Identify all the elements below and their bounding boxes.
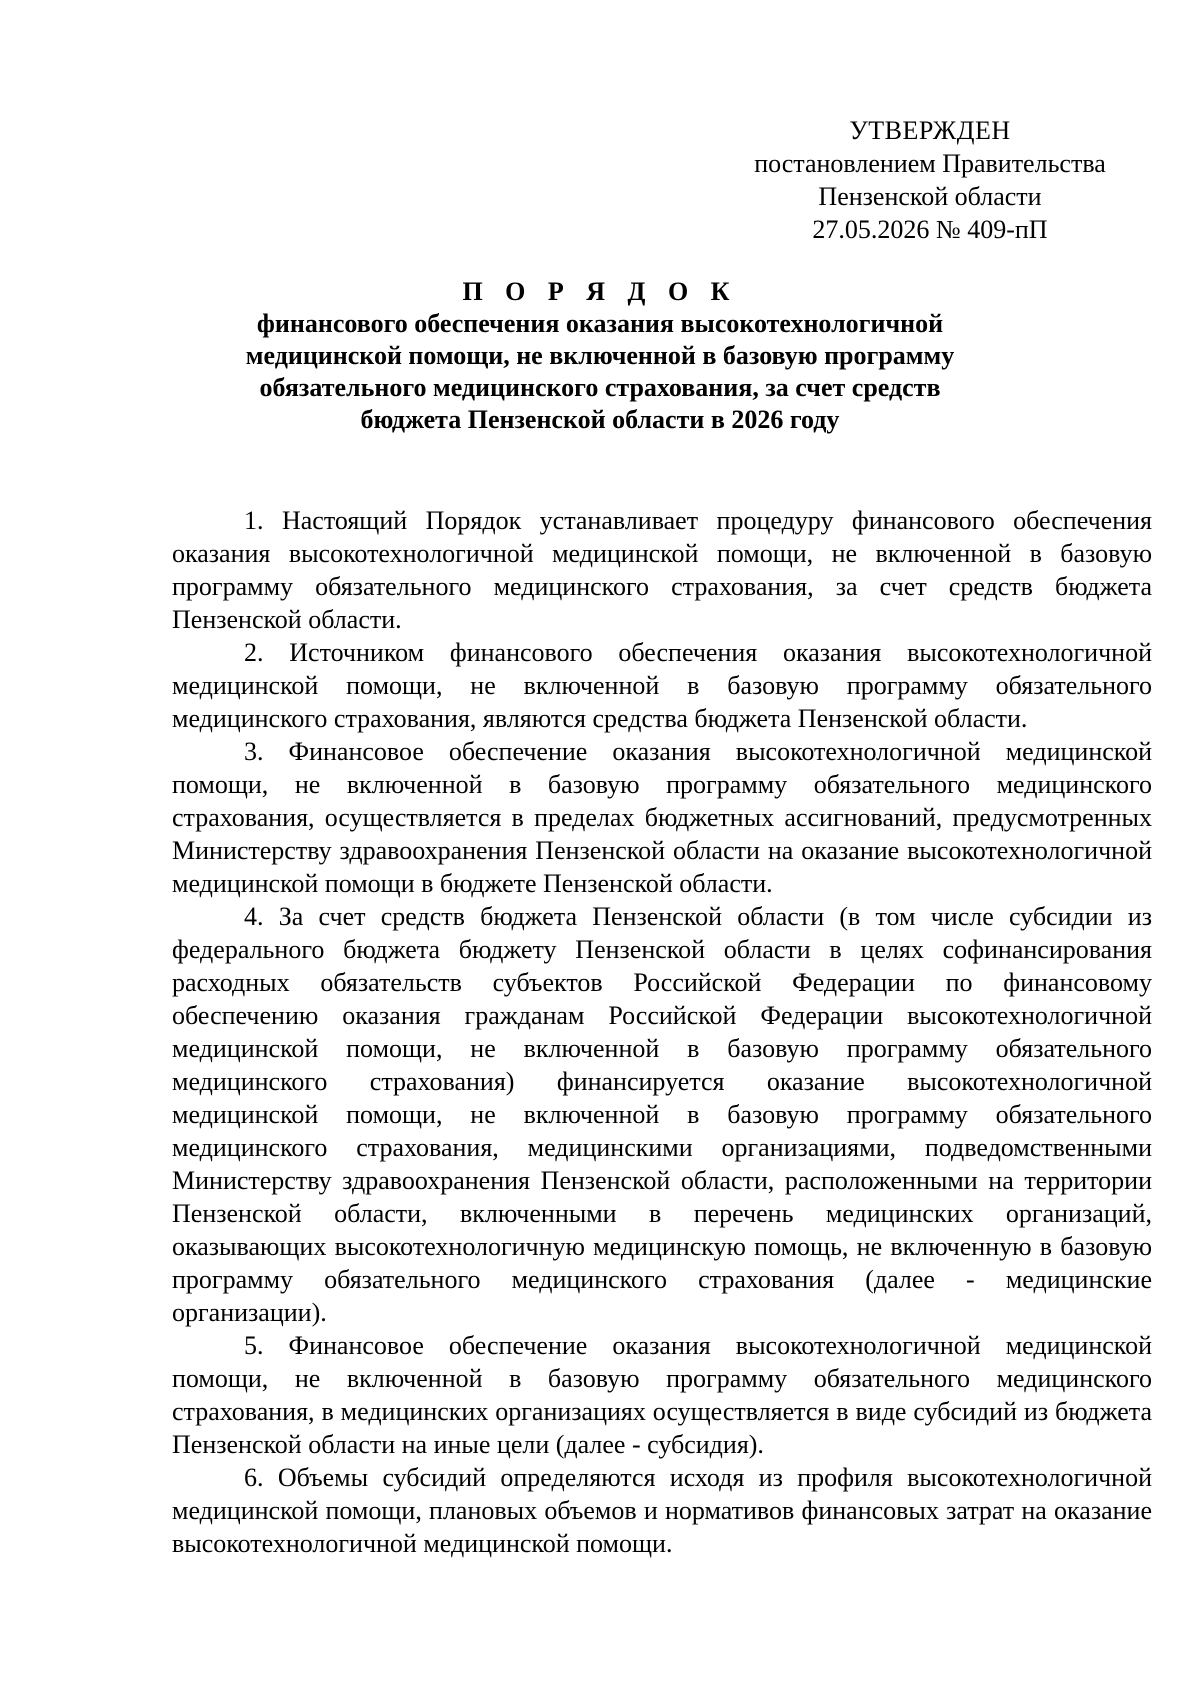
document-subtitle-line: медицинской помощи, не включенной в базовую программу: [245, 341, 955, 370]
approval-stamp: [720, 114, 1140, 246]
approval-region: Пензенской области: [818, 182, 1042, 211]
document-subtitle-line: финансового обеспечения оказания высокотехнологичной: [256, 309, 944, 338]
document-body: [172, 504, 1152, 1560]
document-subtitle-line: бюджета Пензенской области в 2026 году: [360, 405, 840, 434]
paragraph-2: 2. Источником финансового обеспечения оказания высокотехнологичной медицинской помощи, не включенной в базовую программу обязательного медицинского страхования, являются средства бюджета Пензенской области.: [172, 638, 1152, 733]
paragraph-5: 5. Финансовое обеспечение оказания высокотехнологичной медицинской помощи, не включенной в базовую программу обязательного медицинского страхования, в медицинских организациях осуществляется в виде субсидий из бюджета Пензенской области на иные цели (далее - субсидия).: [172, 1331, 1152, 1459]
approval-date-number: 27.05.2026 № 409-пП: [812, 215, 1048, 244]
paragraph-1: 1. Настоящий Порядок устанавливает процедуру финансового обеспечения оказания высокотехнологичной медицинской помощи, не включенной в базовую программу обязательного медицинского страхования, за счет средств бюджета Пензенской области.: [172, 506, 1152, 634]
document-title-block: [240, 276, 960, 436]
approval-issuer: постановлением Правительства: [754, 149, 1106, 178]
paragraph-6: 6. Объемы субсидий определяются исходя из профиля высокотехнологичной медицинской помощи, плановых объемов и нормативов финансовых затрат на оказание высокотехнологичной медицинской помощи.: [172, 1463, 1152, 1558]
document-subtitle-line: обязательного медицинского страхования, за счет средств: [259, 373, 941, 402]
paragraph-4: 4. За счет средств бюджета Пензенской области (в том числе субсидии из федерального бюджета бюджету Пензенской области в целях софинансирования расходных обязательств субъектов Российской Федерации по финансовому обеспечению оказания гражданам Российской Федерации высокотехнологичной медицинской помощи, не включенной в базовую программу обязательного медицинского страхования) финансируется оказание высокотехнологичной медицинской помощи, не включенной в базовую программу обязательного медицинского страхования, медицинскими организациями, подведомственными Министерству здравоохранения Пензенской области, расположенными на территории Пензенской области, включенными в перечень медицинских организаций, оказывающих высокотехнологичную медицинскую помощь, не включенную в базовую программу обязательного медицинского страхования (далее - медицинские организации).: [172, 902, 1152, 1327]
approval-heading: УТВЕРЖДЕН: [849, 116, 1011, 145]
document-title: П О Р Я Д О К: [462, 277, 738, 306]
paragraph-3: 3. Финансовое обеспечение оказания высокотехнологичной медицинской помощи, не включенной в базовую программу обязательного медицинского страхования, осуществляется в пределах бюджетных ассигнований, предусмотренных Министерству здравоохранения Пензенской области на оказание высокотехнологичной медицинской помощи в бюджете Пензенской области.: [172, 737, 1152, 898]
